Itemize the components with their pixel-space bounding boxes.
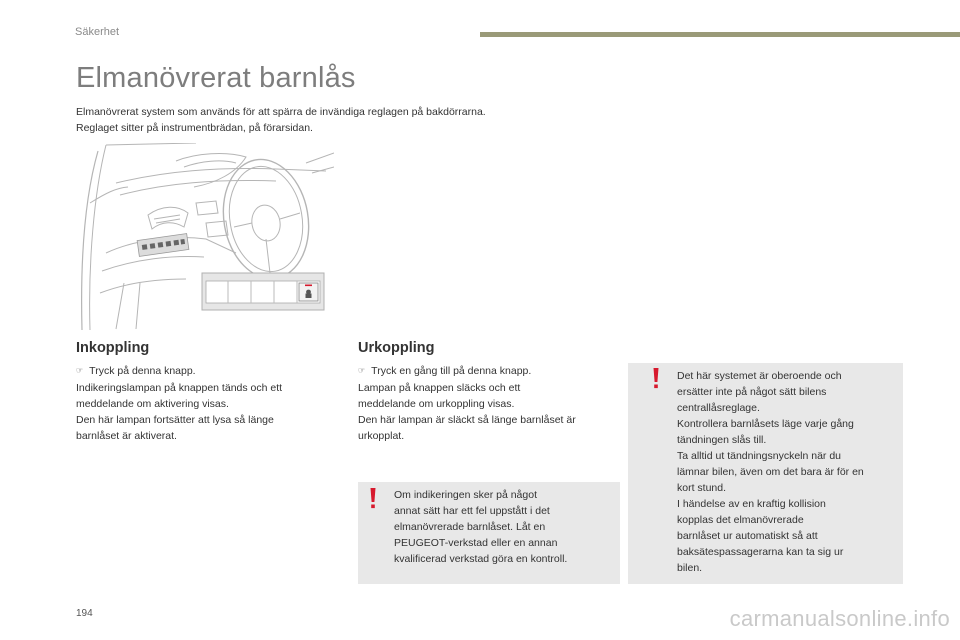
inkoppling-line: meddelande om aktivering visas. xyxy=(76,398,229,410)
warning-fault-text xyxy=(394,487,614,567)
inkoppling-body xyxy=(76,363,336,444)
inkoppling-line: barnlåset är aktiverat. xyxy=(76,430,177,442)
urkoppling-line: urkopplat. xyxy=(358,430,405,442)
urkoppling-bullet: ☞ Tryck en gång till på denna knapp. xyxy=(358,365,532,377)
warning-line: I händelse av en kraftig kollision xyxy=(677,498,826,510)
warning-exclamation-icon xyxy=(652,368,660,390)
header-accent-bar xyxy=(480,32,960,37)
warning-line: PEUGEOT-verkstad eller en annan xyxy=(394,537,558,549)
warning-line: lämnar bilen, även om det bara är för en xyxy=(677,466,864,478)
intro-line: Elmanövrerat system som används för att spärra de invändiga reglagen på bakdörrarna. xyxy=(76,106,486,118)
warning-line: elmanövrerade barnlåset. Låt en xyxy=(394,521,546,533)
warning-line: bilen. xyxy=(677,562,703,574)
intro-line: Reglaget sitter på instrumentbrädan, på förarsidan. xyxy=(76,122,313,134)
switch-panel-zoom xyxy=(202,273,324,310)
warning-line: barnlåset ur automatiskt så att xyxy=(677,530,818,542)
warning-line: annat sätt har ett fel uppstått i det xyxy=(394,505,550,517)
bullet-arrow-icon: ☞ xyxy=(76,366,84,375)
warning-line: baksätespassagerarna kan ta sig ur xyxy=(677,546,844,558)
warning-line: ersätter inte på något sätt bilens xyxy=(677,386,827,398)
warning-line: kopplas det elmanövrerade xyxy=(677,514,804,526)
bullet-arrow-icon: ☞ xyxy=(358,366,366,375)
warning-line: tändningen slås till. xyxy=(677,434,767,446)
intro-text xyxy=(76,104,636,136)
inkoppling-line: Den här lampan fortsätter att lysa så länge xyxy=(76,414,274,426)
inkoppling-heading: Inkoppling xyxy=(76,340,150,356)
inkoppling-bullet: ☞ Tryck på denna knapp. xyxy=(76,365,196,377)
watermark: carmanualsonline.info xyxy=(729,606,950,631)
urkoppling-line: Den här lampan är släckt så länge barnlåset är xyxy=(358,414,576,426)
warning-line: Om indikeringen sker på något xyxy=(394,489,537,501)
urkoppling-line: Lampan på knappen släcks och ett xyxy=(358,382,521,394)
warning-independent-text xyxy=(677,368,901,576)
dashboard-illustration xyxy=(76,143,334,330)
page-number: 194 xyxy=(76,608,93,619)
urkoppling-heading: Urkoppling xyxy=(358,340,435,356)
section-label: Säkerhet xyxy=(75,26,120,38)
inkoppling-line: Indikeringslampan på knappen tänds och ett xyxy=(76,382,283,394)
warning-line: Ta alltid ut tändningsnyckeln när du xyxy=(677,450,842,462)
urkoppling-line: meddelande om urkoppling visas. xyxy=(358,398,515,410)
urkoppling-body xyxy=(358,363,620,444)
warning-exclamation-icon xyxy=(369,488,377,510)
warning-line: kvalificerad verkstad göra en kontroll. xyxy=(394,553,568,565)
warning-line: Det här systemet är oberoende och xyxy=(677,370,842,382)
warning-line: centrallåsreglage. xyxy=(677,402,760,414)
warning-line: kort stund. xyxy=(677,482,727,494)
page-title: Elmanövrerat barnlås xyxy=(76,62,356,94)
warning-line: Kontrollera barnlåsets läge varje gång xyxy=(677,418,854,430)
